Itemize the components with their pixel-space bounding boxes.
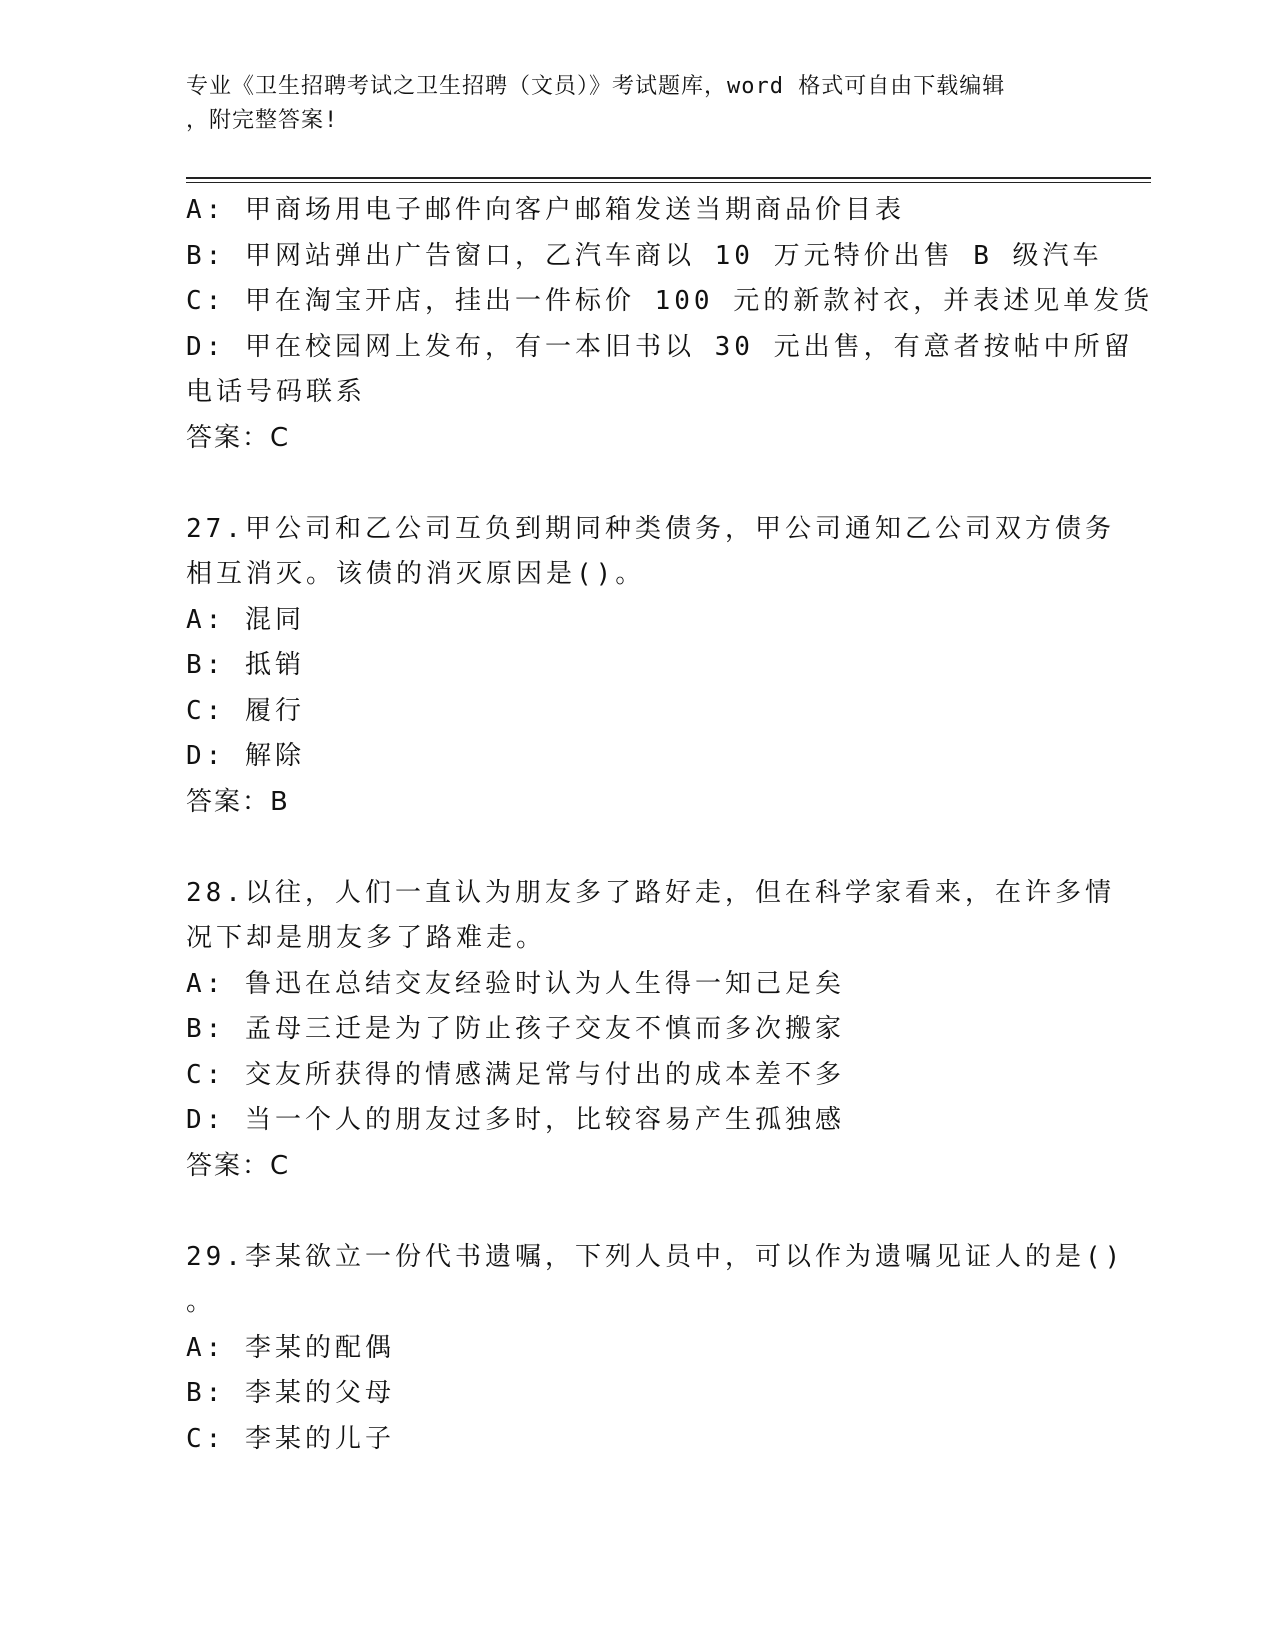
question-list — [186, 188, 1154, 1462]
header-divider-thin — [186, 182, 1151, 183]
option-a: A: 混同 — [186, 604, 305, 635]
option-b: B: 甲网站弹出广告窗口，乙汽车商以 10 万元特价出售 B 级汽车 — [186, 240, 1103, 271]
header-divider-thick — [186, 177, 1151, 179]
spacer — [186, 825, 1086, 871]
document-header — [186, 70, 1086, 138]
answer: 答案：C — [186, 1150, 291, 1181]
option-c: C: 甲在淘宝开店，挂出一件标价 100 元的新款衬衣，并表述见单发货 — [186, 286, 1154, 316]
header-line-2: ，附完整答案! — [186, 108, 339, 133]
question-stem: 27.甲公司和乙公司互负到期同种类债务，甲公司通知乙公司双方债务 — [186, 513, 1115, 544]
option-c: C: 李某的儿子 — [186, 1423, 395, 1454]
option-a: A: 鲁迅在总结交友经验时认为人生得一知己足矣 — [186, 968, 845, 999]
question-stem-continued: 。 — [186, 1287, 217, 1317]
question-stem: 29.李某欲立一份代书遗嘱，下列人员中，可以作为遗嘱见证人的是() — [186, 1241, 1125, 1272]
option-a: A: 甲商场用电子邮件向客户邮箱发送当期商品价目表 — [186, 195, 905, 225]
option-c: C: 履行 — [186, 695, 305, 726]
question-stem-continued: 相互消灭。该债的消灭原因是()。 — [186, 559, 646, 589]
question-stem-continued: 况下却是朋友多了路难走。 — [186, 923, 547, 953]
question-29 — [186, 1235, 1125, 1463]
option-d: D: 甲在校园网上发布，有一本旧书以 30 元出售，有意者按帖中所留 — [186, 331, 1134, 362]
question-stem: 28.以往，人们一直认为朋友多了路好走，但在科学家看来，在许多情 — [186, 877, 1115, 908]
answer: 答案：C — [186, 422, 291, 453]
option-b: B: 抵销 — [186, 650, 305, 680]
question-28 — [186, 871, 1115, 1190]
question-26-tail — [186, 188, 1154, 461]
option-d-continued: 电话号码联系 — [186, 377, 367, 407]
option-a: A: 李某的配偶 — [186, 1332, 395, 1363]
spacer — [186, 461, 1086, 507]
option-d: D: 解除 — [186, 741, 305, 771]
header-line-1: 专业《卫生招聘考试之卫生招聘（文员）》考试题库，word 格式可自由下载编辑 — [186, 74, 1006, 99]
option-b: B: 李某的父母 — [186, 1378, 395, 1408]
option-d: D: 当一个人的朋友过多时，比较容易产生孤独感 — [186, 1105, 845, 1135]
spacer — [186, 1189, 1086, 1235]
option-c: C: 交友所获得的情感满足常与付出的成本差不多 — [186, 1059, 845, 1090]
option-b: B: 孟母三迁是为了防止孩子交友不慎而多次搬家 — [186, 1014, 845, 1044]
question-27 — [186, 507, 1115, 826]
answer: 答案：B — [186, 786, 290, 817]
